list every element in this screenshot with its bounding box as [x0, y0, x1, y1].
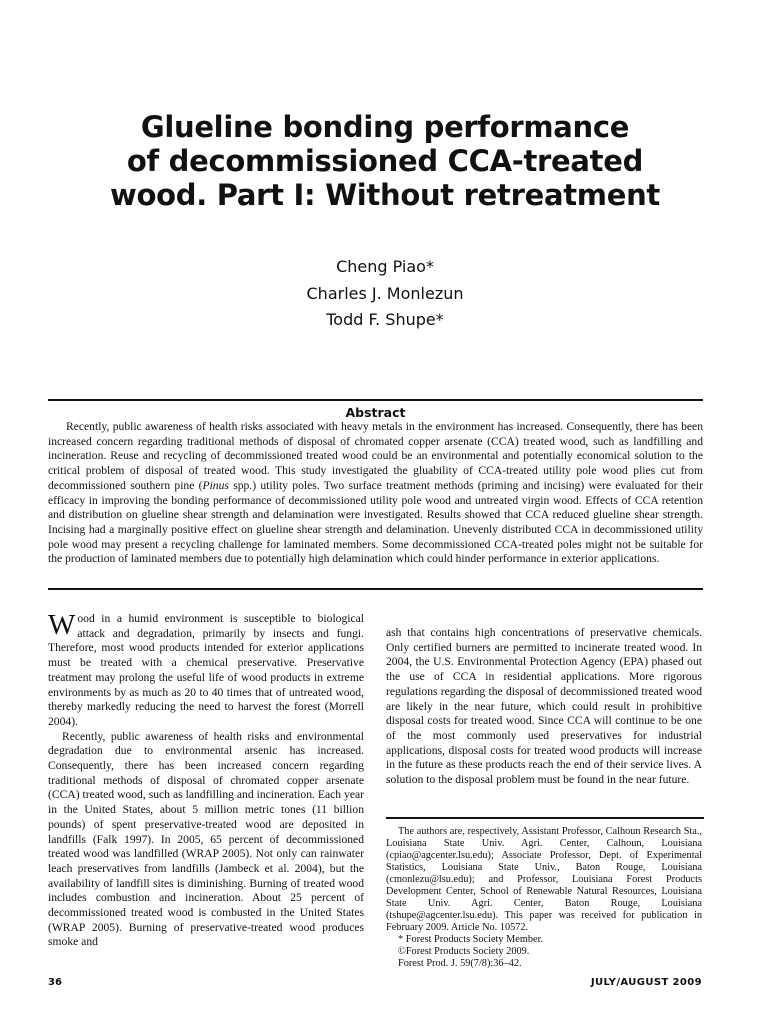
abstract-heading: Abstract	[345, 405, 406, 420]
title-line-2: of decommissioned CCA-treated	[126, 144, 644, 178]
paper-title	[60, 110, 710, 212]
footnote-copyright: ©Forest Products Society 2009.	[398, 946, 530, 957]
abstract-species: Pinus	[202, 478, 229, 492]
body-paragraph	[48, 609, 364, 730]
title-line-1: Glueline bonding performance	[140, 110, 630, 144]
drop-cap: W	[48, 609, 76, 641]
abstract-text-part2: spp.) utility poles. Two surface treatment methods (priming and incising) were evaluated for their efficacy in improving the bonding performance of decommissioned utility pole wood and untreated virgin wood. Effects of CCA retention and distribution on glueline shear strength and delamination were investigated. Results showed that CCA reduced glueline shear strength. Incising had a marginally positive effect on glueline shear strength and delamination. Unevenly distributed CCA in decommissioned utility pole wood may present a recycling challenge for laminated members. Some decommissioned CCA-treated poles might not be suitable for the production of laminated members due to potentially high delamination which could hinder performance in exterior applications.	[48, 478, 704, 566]
footnote-rule	[386, 817, 704, 819]
body-paragraph: Recently, public awareness of health risks and environmental degradation due to environmental arsenic has increased. Consequently, there has been increased concern regarding traditional methods of disposal of chromated copper arsenate (CCA) treated wood, such as landfilling and incineration. Each year in the United States, about 5 million metric tones (11 billion pounds) of spent preservative-treated wood are deposited in landfills (Falk 1997). In 2005, 65 percent of decommissioned treated wood was landfilled (WRAP 2005). Not only can rainwater leach preservatives from landfills (Jambeck et al. 2004), but the availability of landfill sites is diminishing. Burning of treated wood includes combustion and incineration. About 25 percent of decommissioned treated wood is combusted in the United States (WRAP 2005). Burning of preservative-treated wood produces smoke and	[48, 729, 364, 949]
body-column-left	[48, 609, 364, 950]
author-footnote	[386, 826, 702, 970]
title-line-3: wood. Part I: Without retreatment	[110, 178, 660, 212]
author-2: Charles J. Monlezun	[306, 283, 464, 303]
author-1: Cheng Piao*	[336, 257, 434, 276]
abstract-bottom-rule	[48, 588, 703, 590]
abstract-text-part1: Recently, public awareness of health risks associated with heavy metals in the environment has increased. Consequently, there has been increased concern regarding traditional methods of disposal of chromated copper arsenate (CCA) treated wood, such as landfilling and incineration. Reuse and recycling of decommissioned treated wood could be an environmental and potentially economical solution to the critical problem of disposal of treated wood. This study investigated the gluability of CCA-treated utility pole wood plies cut from decommissioned southern pine (	[48, 420, 703, 492]
body-text: ood in a humid environment is susceptible to biological attack and degradation, primarily by insects and fungi. Therefore, most wood products intended for exterior applications must be treated with a chemical preservative. Preservative treatment may prolong the useful life of wood products in extreme environments by as much as 20 to 40 times that of untreated wood, thereby markedly reducing the need to harvest the forest (Morrell 2004).	[48, 612, 364, 728]
abstract-top-rule	[48, 399, 703, 401]
author-3: Todd F. Shupe*	[326, 310, 444, 329]
footnote-citation: Forest Prod. J. 59(7/8):36–42.	[398, 958, 522, 969]
body-column-right	[386, 626, 702, 788]
issue-date: JULY/AUGUST 2009	[590, 977, 702, 988]
abstract-text	[48, 420, 703, 567]
page-number: 36	[48, 977, 62, 988]
body-paragraph: ash that contains high concentrations of preservative chemicals. Only certified burners are permitted to incinerate treated wood. In 2004, the U.S. Environmental Protection Agency (EPA) phased out the use of CCA in residential applications. More rigorous regulations regarding the disposal of decommissioned treated wood are likely in the near future, which could result in prohibitive disposal costs for treated wood. Since CCA will continue to be one of the most commonly used preservatives for industrial applications, disposal costs for treated wood products will increase in the future as these products reach the end of their service lives. A solution to the disposal problem must be found in the near future.	[386, 626, 702, 787]
footnote-member: * Forest Products Society Member.	[398, 934, 544, 945]
footnote-affiliations: The authors are, respectively, Assistant Professor, Calhoun Research Sta., Louisiana State Univ. Agri. Center, Calhoun, Louisiana (cpiao@agcenter.lsu.edu); Associate Professor, Dept. of Experimental Statistics, Louisiana State Univ., Baton Rouge, Louisiana (cmonlezu@lsu.edu); and Professor, Louisiana Forest Products Development Center, School of Renewable Natural Resources, Louisiana State Univ. Agri. Center, Baton Rouge, Louisiana (tshupe@agcenter.lsu.edu). This paper was received for publication in February 2009. Article No. 10572.	[386, 826, 702, 933]
author-list	[0, 254, 770, 334]
